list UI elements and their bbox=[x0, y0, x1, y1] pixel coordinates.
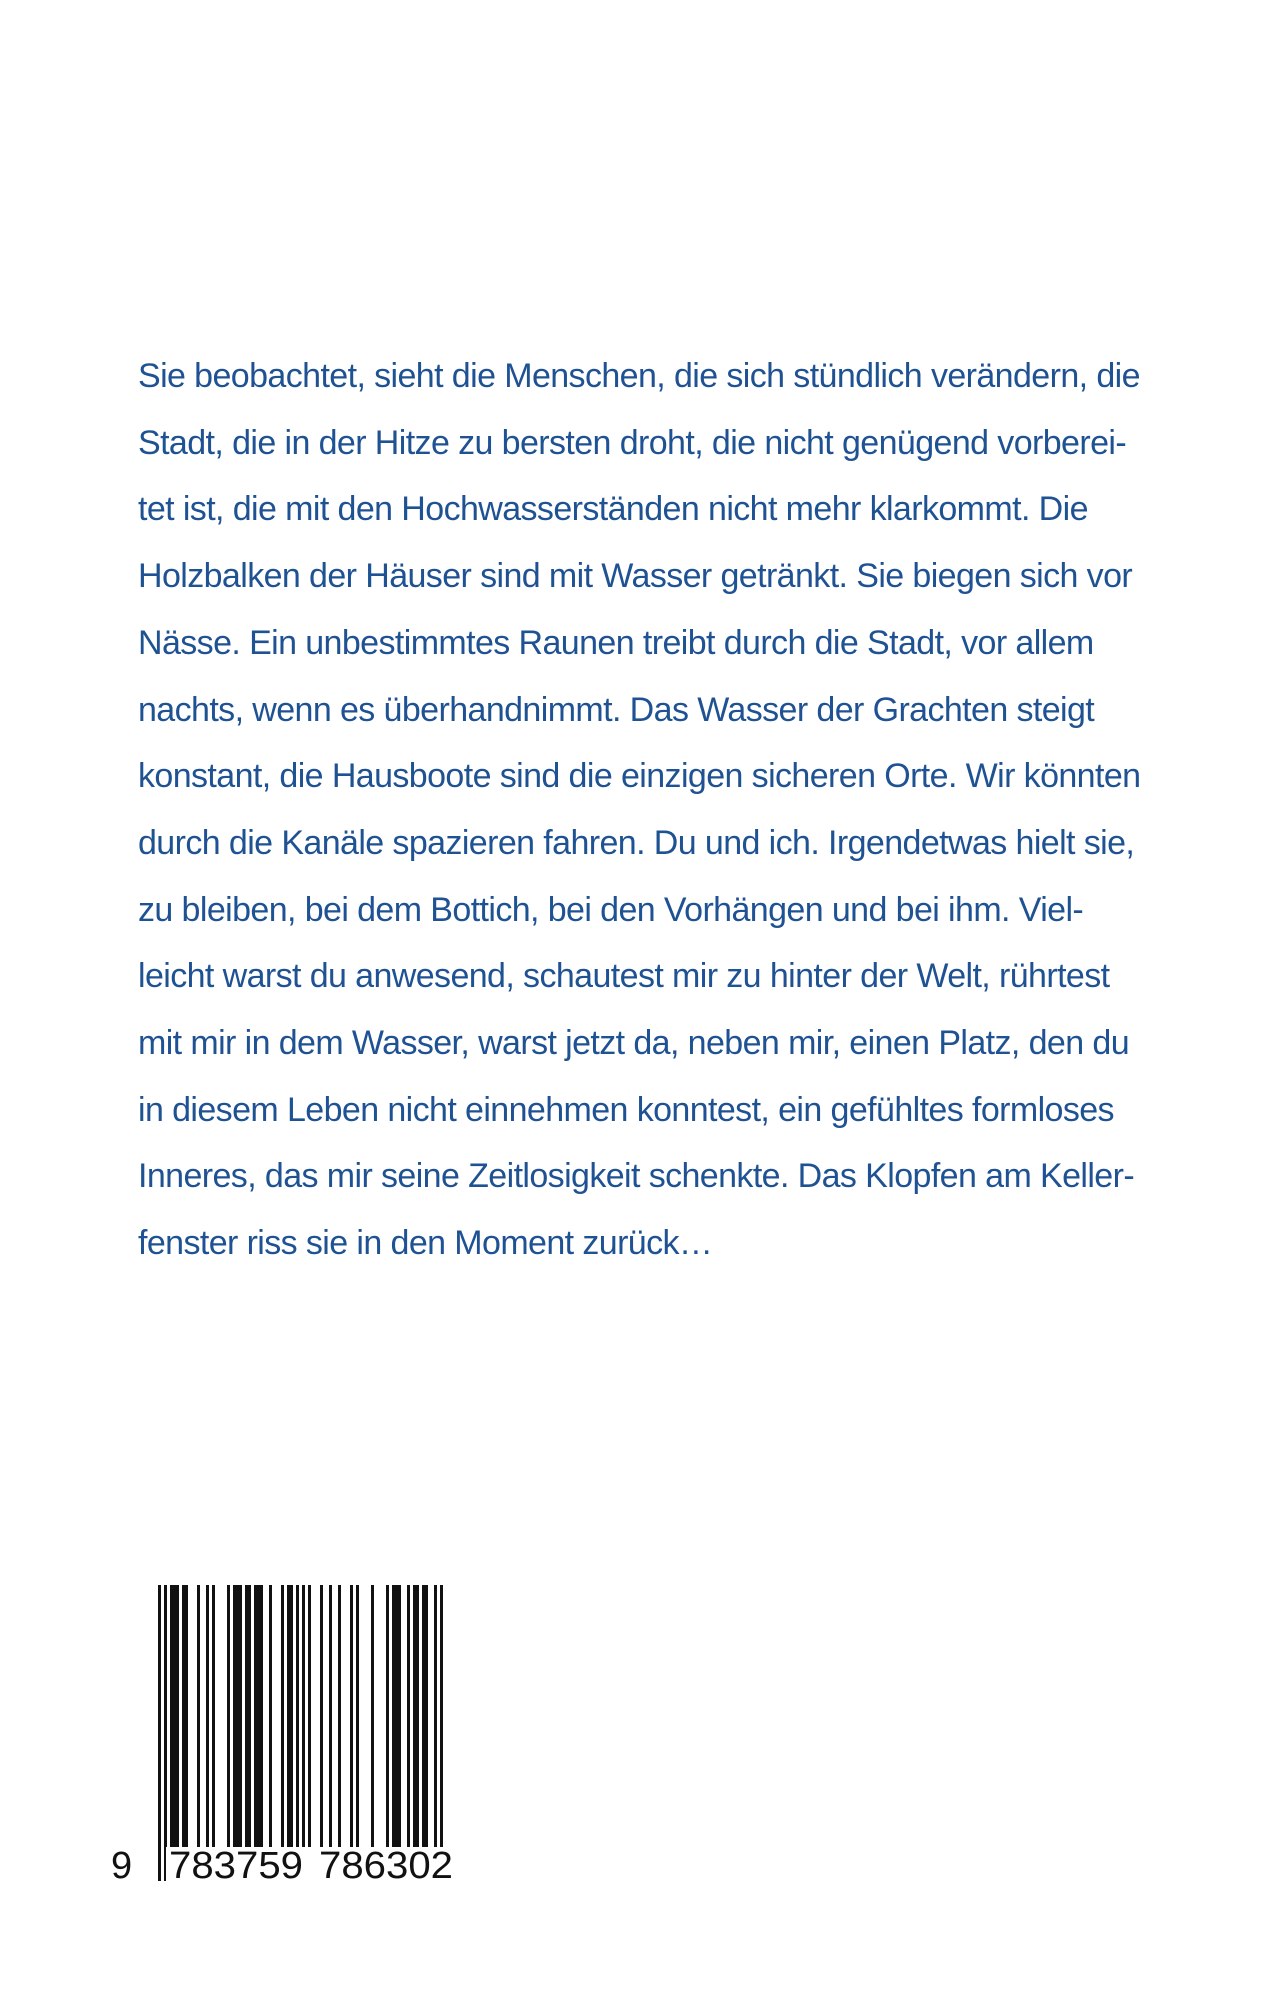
barcode-bar bbox=[386, 1585, 389, 1847]
barcode-bar bbox=[236, 1585, 239, 1847]
blurb-line: leicht warst du anwesend, schautest mir zu hinter der Welt, rührtest bbox=[138, 957, 1110, 996]
barcode-bar bbox=[308, 1585, 311, 1847]
barcode-bar bbox=[392, 1585, 395, 1847]
barcode-bar bbox=[170, 1585, 173, 1847]
barcode-bar bbox=[260, 1585, 263, 1847]
barcode-bar bbox=[182, 1585, 185, 1847]
barcode-bar bbox=[413, 1585, 416, 1847]
barcode-bar bbox=[164, 1585, 167, 1881]
barcode-bar bbox=[407, 1585, 410, 1847]
barcode-bar bbox=[281, 1585, 284, 1847]
barcode-bar bbox=[254, 1585, 257, 1847]
barcode-bar bbox=[245, 1585, 248, 1847]
blurb-line: in diesem Leben nicht einnehmen konntest, ein gefühltes formloses bbox=[138, 1090, 1114, 1129]
blurb-line: Sie beobachtet, sieht die Menschen, die sich stündlich verändern, die bbox=[138, 357, 1140, 395]
barcode-bar bbox=[206, 1585, 209, 1847]
barcode-bar bbox=[338, 1585, 341, 1847]
blurb-line: Holzbalken der Häuser sind mit Wasser getränkt. Sie biegen sich vor bbox=[138, 557, 1133, 596]
barcode-bar bbox=[197, 1585, 200, 1847]
barcode-bar bbox=[350, 1585, 353, 1847]
barcode-right-digits: 786302 bbox=[319, 1845, 453, 1885]
barcode-bar bbox=[227, 1585, 230, 1847]
blurb-line: mit mir in dem Wasser, warst jetzt da, neben mir, einen Platz, den du bbox=[138, 1024, 1130, 1063]
blurb-line: Stadt, die in der Hitze zu bersten droht, die nicht genügend vorberei- bbox=[138, 423, 1127, 462]
barcode-bar bbox=[302, 1585, 305, 1881]
isbn-barcode bbox=[108, 1585, 498, 1885]
blurb-line: nachts, wenn es überhandnimmt. Das Wasser der Grachten steigt bbox=[138, 690, 1095, 729]
barcode-bar bbox=[371, 1585, 374, 1847]
barcode-bar bbox=[434, 1585, 437, 1881]
barcode-bar bbox=[422, 1585, 425, 1847]
back-cover-blurb bbox=[138, 343, 1141, 1277]
barcode-bar bbox=[395, 1585, 398, 1847]
barcode-bar bbox=[185, 1585, 188, 1847]
barcode-bar bbox=[290, 1585, 293, 1847]
barcode-bar bbox=[425, 1585, 428, 1847]
barcode-bar bbox=[257, 1585, 260, 1847]
barcode-bar bbox=[329, 1585, 332, 1847]
barcode-bar bbox=[158, 1585, 161, 1881]
barcode-bar bbox=[173, 1585, 176, 1847]
barcode-left-digits: 783759 bbox=[169, 1845, 303, 1885]
blurb-line: tet ist, die mit den Hochwasserständen nicht mehr klarkommt. Die bbox=[138, 490, 1088, 529]
barcode-bar bbox=[320, 1585, 323, 1847]
barcode-bar bbox=[269, 1585, 272, 1847]
barcode-bar bbox=[239, 1585, 242, 1847]
blurb-line: zu bleiben, bei dem Bottich, bei den Vorhängen und bei ihm. Viel- bbox=[138, 890, 1084, 929]
barcode-bar bbox=[356, 1585, 359, 1847]
barcode-bar bbox=[176, 1585, 179, 1847]
blurb-line: fenster riss sie in den Moment zurück… bbox=[138, 1224, 713, 1263]
blurb-line: durch die Kanäle spazieren fahren. Du und ich. Irgendetwas hielt sie, bbox=[138, 823, 1135, 862]
blurb-line: Inneres, das mir seine Zeitlosigkeit schenkte. Das Klopfen am Keller- bbox=[138, 1157, 1135, 1196]
barcode-bar bbox=[212, 1585, 215, 1847]
barcode-first-digit: 9 bbox=[111, 1845, 133, 1885]
barcode-bar bbox=[398, 1585, 401, 1847]
barcode-bar bbox=[440, 1585, 443, 1881]
blurb-line: Nässe. Ein unbestimmtes Raunen treibt durch die Stadt, vor allem bbox=[138, 623, 1094, 662]
barcode-bar bbox=[287, 1585, 290, 1847]
barcode-bar bbox=[296, 1585, 299, 1881]
barcode-bar bbox=[416, 1585, 419, 1847]
barcode-bars bbox=[158, 1585, 443, 1881]
barcode-bar bbox=[233, 1585, 236, 1847]
blurb-line: konstant, die Hausboote sind die einzigen sicheren Orte. Wir könnten bbox=[138, 757, 1141, 796]
barcode-bar bbox=[248, 1585, 251, 1847]
